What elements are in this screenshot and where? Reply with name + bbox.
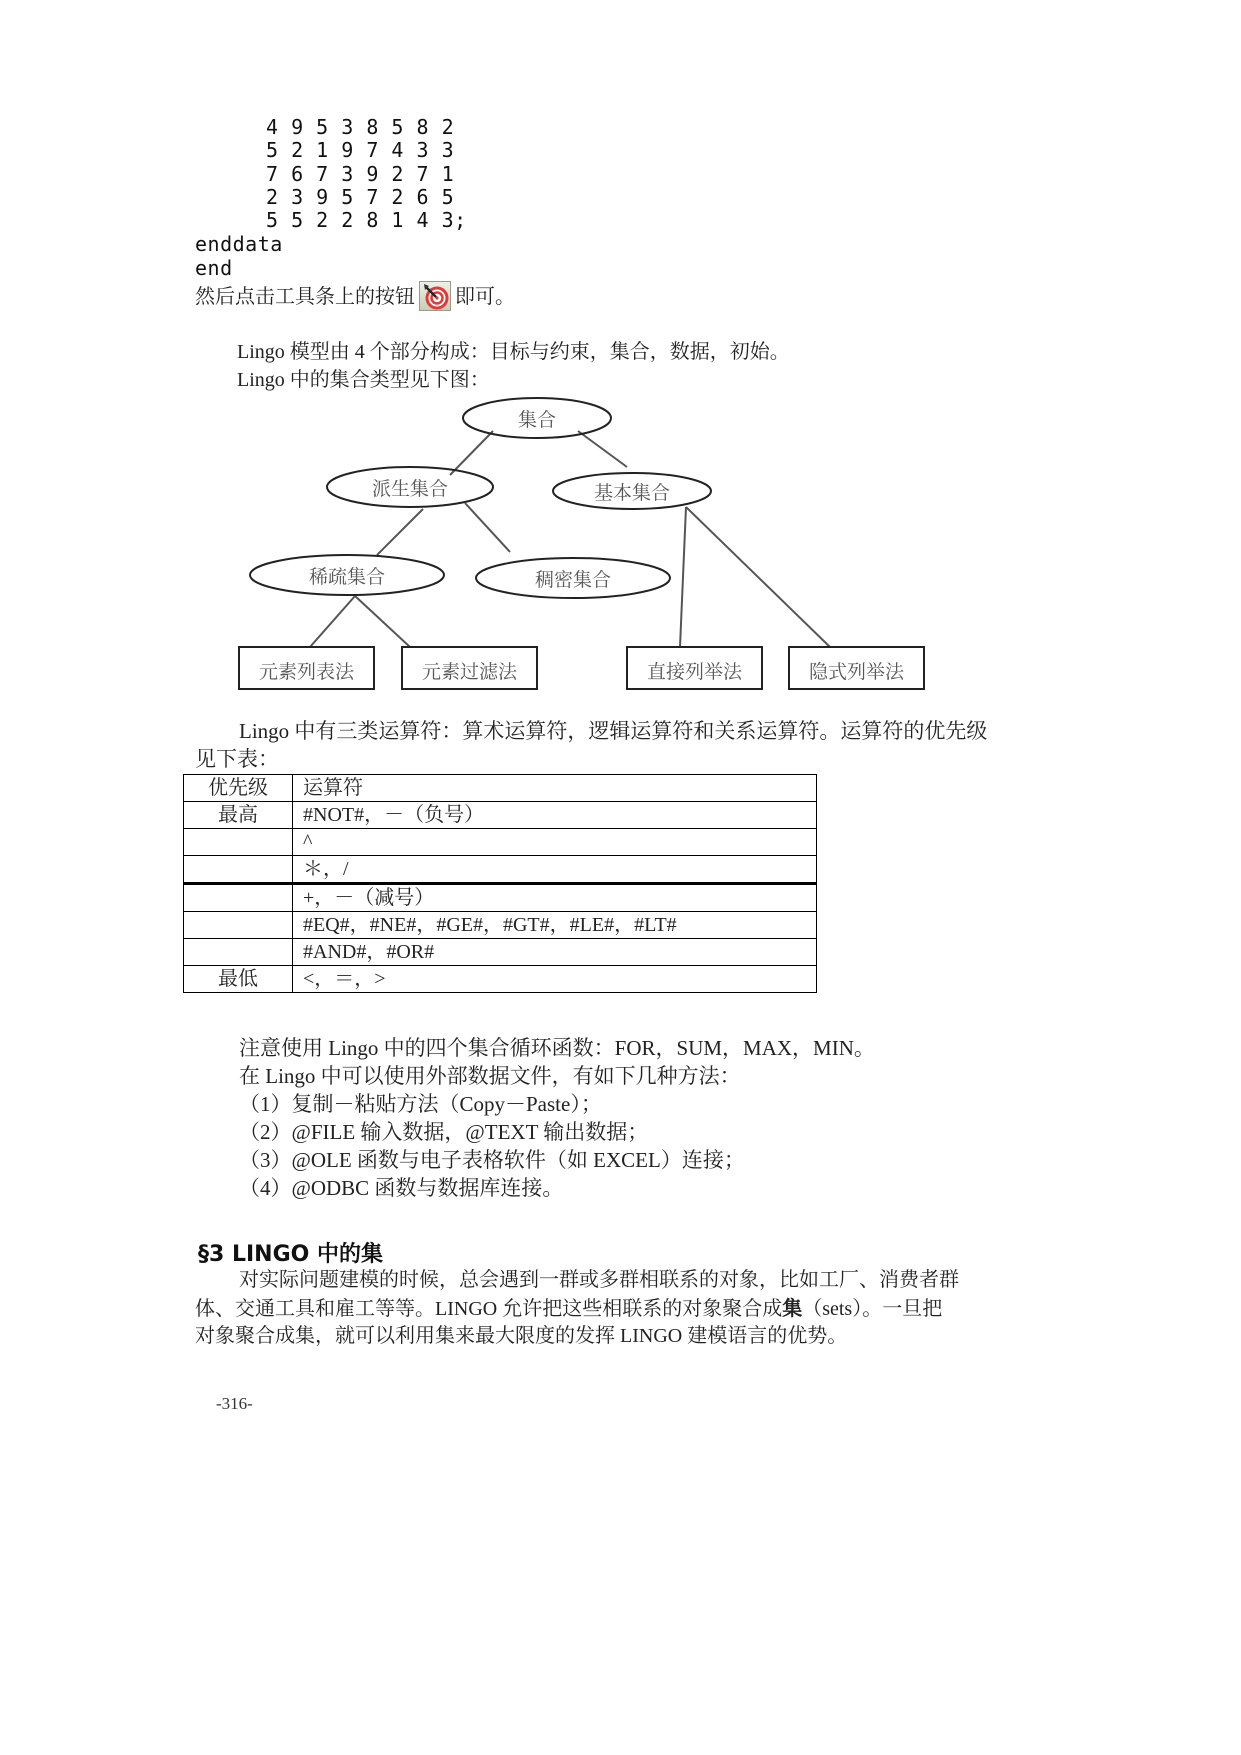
- data-row: 4 9 5 3 8 5 8 2: [266, 115, 455, 139]
- section3-para-line3: 对象聚合成集，就可以利用集来最大限度的发挥 LINGO 建模语言的优势。: [195, 1325, 848, 1347]
- line2-text-b: （sets）。一旦把: [802, 1298, 943, 1320]
- operator-cell: #AND#，#OR#: [293, 939, 817, 966]
- priority-cell: [184, 829, 293, 856]
- loop-functions-note: 注意使用 Lingo 中的四个集合循环函数：FOR，SUM，MAX，MIN。: [239, 1036, 875, 1060]
- operator-precedence-table: [183, 774, 817, 993]
- section-heading: §3 LINGO 中的集: [198, 1242, 384, 1267]
- set-types-intro: Lingo 中的集合类型见下图：: [237, 369, 490, 391]
- method-item: （4）@ODBC 函数与数据库连接。: [239, 1176, 564, 1200]
- operators-intro-line1: Lingo 中有三类运算符：算术运算符，逻辑运算符和关系运算符。运算符的优先级: [239, 719, 988, 743]
- node-sparse-set: 稀疏集合: [308, 567, 385, 588]
- table-row: [184, 966, 817, 993]
- operators-intro-line2: 见下表：: [195, 747, 279, 771]
- node-root-set: 集合: [517, 410, 556, 431]
- priority-cell: [184, 939, 293, 966]
- table-row: [184, 884, 817, 912]
- line2-text-a: 体、交通工具和雇工等等。LINGO 允许把这些相联系的对象聚合成: [195, 1298, 783, 1320]
- priority-cell: [184, 856, 293, 884]
- data-row: 5 5 2 2 8 1 4 3;: [266, 208, 467, 232]
- instruction-after: 即可。: [455, 286, 515, 308]
- solve-button[interactable]: [419, 281, 451, 311]
- table-header-row: [184, 775, 817, 802]
- enddata-keyword: enddata: [195, 232, 283, 256]
- method-item: （3）@OLE 函数与电子表格软件（如 EXCEL）连接；: [239, 1148, 745, 1172]
- priority-cell: [184, 884, 293, 912]
- table-row: [184, 829, 817, 856]
- section3-para-line2: [195, 1294, 942, 1323]
- node-derived-set: 派生集合: [371, 479, 448, 500]
- operator-cell: +，－（减号）: [293, 884, 817, 912]
- leaf-element-list: 元素列表法: [258, 662, 354, 683]
- operator-cell: <，＝，>: [293, 966, 817, 993]
- node-dense-set: 稠密集合: [534, 570, 611, 591]
- instruction-before: 然后点击工具条上的按钮: [195, 286, 415, 308]
- priority-cell: 最低: [184, 966, 293, 993]
- data-row: 7 6 7 3 9 2 7 1: [266, 162, 455, 186]
- external-data-note: 在 Lingo 中可以使用外部数据文件，有如下几种方法：: [239, 1064, 741, 1088]
- data-row: 5 2 1 9 7 4 3 3: [266, 138, 455, 162]
- operator-cell: ^: [293, 829, 817, 856]
- header-priority: 优先级: [184, 775, 293, 802]
- table-row: [184, 856, 817, 884]
- model-parts-text: Lingo 模型由 4 个部分构成：目标与约束，集合，数据，初始。: [237, 341, 790, 363]
- instruction-line: [195, 281, 515, 311]
- operator-cell: ＊，/: [293, 856, 817, 884]
- operator-cell: #NOT#，－（负号）: [293, 802, 817, 829]
- table-row: [184, 912, 817, 939]
- diagram-connectors: [230, 395, 950, 695]
- sets-term: 集: [782, 1296, 803, 1320]
- priority-cell: [184, 912, 293, 939]
- leaf-direct-enumeration: 直接列举法: [646, 662, 742, 683]
- node-primitive-set: 基本集合: [593, 483, 670, 504]
- method-item: （1）复制－粘贴方法（Copy－Paste）；: [239, 1092, 602, 1116]
- header-operator: 运算符: [293, 775, 817, 802]
- leaf-element-filter: 元素过滤法: [421, 662, 517, 683]
- page-number: -316-: [216, 1394, 253, 1413]
- operator-cell: #EQ#，#NE#，#GE#，#GT#，#LE#，#LT#: [293, 912, 817, 939]
- leaf-implicit-enumeration: 隐式列举法: [808, 662, 904, 683]
- section3-para-line1: 对实际问题建模的时候，总会遇到一群或多群相联系的对象，比如工厂、消费者群: [239, 1269, 959, 1291]
- table-row: [184, 802, 817, 829]
- end-keyword: end: [195, 256, 233, 280]
- table-row: [184, 939, 817, 966]
- data-row: 2 3 9 5 7 2 6 5: [266, 185, 455, 209]
- method-item: （2）@FILE 输入数据，@TEXT 输出数据；: [239, 1120, 649, 1144]
- priority-cell: 最高: [184, 802, 293, 829]
